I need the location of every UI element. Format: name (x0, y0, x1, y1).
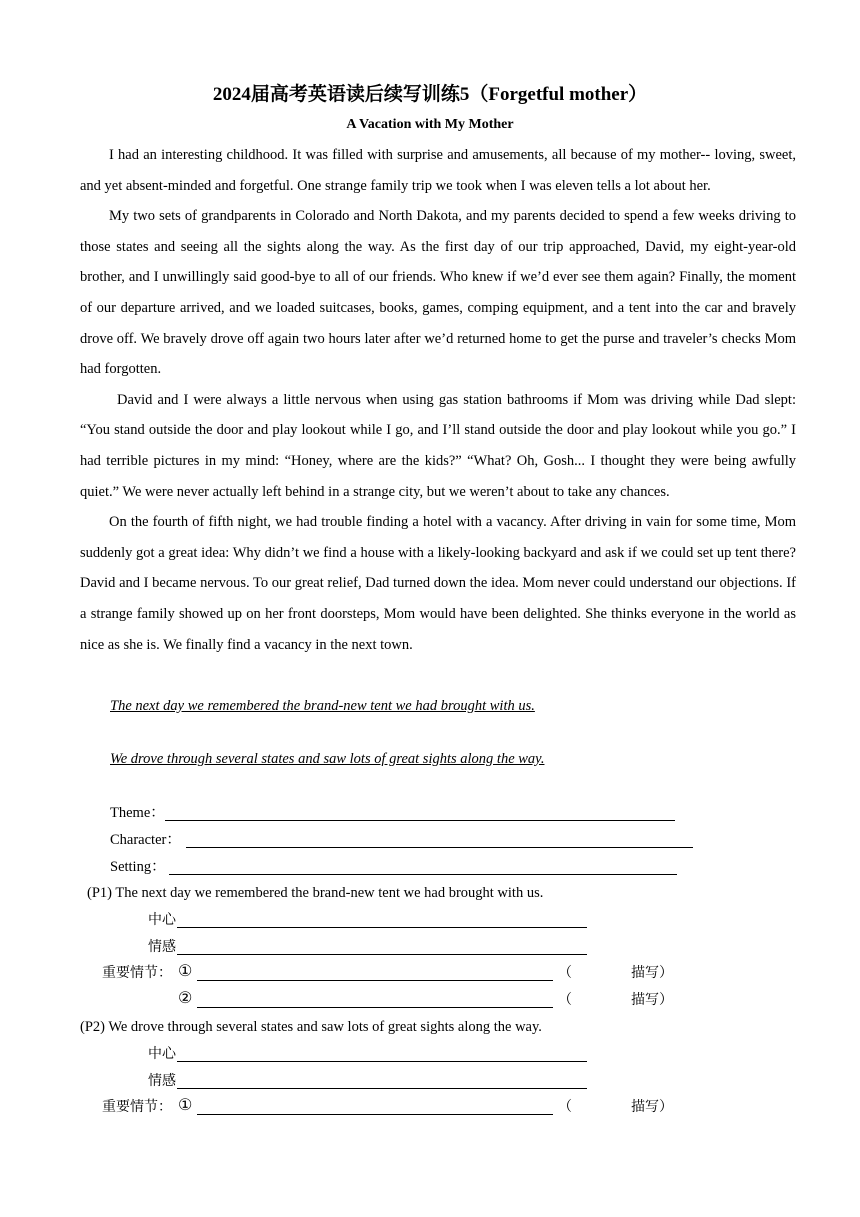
p1-plot-blank-1[interactable] (197, 980, 553, 981)
character-label: Character： (110, 832, 181, 848)
theme-label: Theme： (110, 805, 165, 821)
p2-emotion-label: 情感 (148, 1073, 176, 1089)
p1-plot-desc-2: 描写） (631, 992, 673, 1008)
setting-label: Setting： (110, 859, 166, 875)
p1-plot-paren-1: （ (558, 965, 572, 981)
passage-title: A Vacation with My Mother (346, 117, 514, 132)
p1-plot-mark-1: ① (178, 963, 193, 980)
p2-plot-label: 重要情节： (102, 1099, 172, 1115)
continuation-cue-2: We drove through several states and saw lots of great sights along the way. (110, 751, 545, 767)
p2-heading: (P2) We drove through several states and saw lots of great sights along the way. (80, 1019, 542, 1035)
p1-emotion-blank[interactable] (177, 954, 587, 955)
p2-center-label: 中心 (148, 1046, 176, 1062)
p1-center-label: 中心 (148, 912, 176, 928)
paragraph-1: I had an interesting childhood. It was filled with surprise and amusements, all because of my mother-- loving, sweet, and yet absent-minded and forgetful. One strange family trip we took when I was eleven tells a lot about her. (80, 147, 796, 194)
paragraph-2: My two sets of grandparents in Colorado and North Dakota, and my parents decided to spend a few weeks driving to those states and seeing all the sights along the way. As the first day of our trip approached, David, my eight-year-old brother, and I unwillingly said good-bye to all of our friends. Who knew if we’d ever see them again? Finally, the moment of our departure arrived, and we loaded suitcases, books, games, comping equipment, and a tent into the car and bravely drove off. We bravely drove off again two hours later after we’d returned home to get the purse and traveler’s checks Mom had forgotten. (80, 208, 796, 378)
paragraph-3: David and I were always a little nervous when using gas station bathrooms if Mom was driving while Dad slept: “You stand outside the door and play lookout while I go, and I’ll stand outside the door and play lookout while you go.” I had terrible pictures in my mind: “Honey, where are the kids?” “What? Oh, Gosh... I thought they were being awfully quiet.” We were never actually left behind in a strange city, but we weren’t about to take any chances. (80, 391, 796, 500)
p1-plot-blank-2[interactable] (197, 1007, 553, 1008)
p1-plot-paren-2: （ (558, 992, 572, 1008)
p2-center-blank[interactable] (177, 1061, 587, 1062)
p2-plot-mark-1: ① (178, 1097, 193, 1114)
character-blank[interactable] (186, 847, 693, 848)
setting-blank[interactable] (169, 874, 677, 875)
p1-plot-desc-1: 描写） (631, 965, 673, 981)
p1-heading: (P1) The next day we remembered the brand-new tent we had brought with us. (87, 885, 544, 901)
p2-plot-desc-1: 描写） (631, 1099, 673, 1115)
p2-plot-paren-1: （ (558, 1099, 572, 1115)
paragraph-4: On the fourth of fifth night, we had trouble finding a hotel with a vacancy. After driving in vain for some time, Mom suddenly got a great idea: Why didn’t we find a house with a likely-looking backyard and ask if we could set up tent there? David and I became nervous. To our great relief, Dad turned down the idea. Mom never could understand our objections. If a strange family showed up on her front doorsteps, Mom would have been delighted. She thinks everyone in the world as nice as she is. We finally find a vacancy in the next town. (80, 514, 796, 653)
theme-blank[interactable] (165, 820, 675, 821)
p2-plot-blank-1[interactable] (197, 1114, 553, 1115)
p1-plot-label: 重要情节： (102, 965, 172, 981)
p2-emotion-blank[interactable] (177, 1088, 587, 1089)
p1-plot-mark-2: ② (178, 990, 193, 1007)
passage-body (80, 140, 796, 660)
continuation-cue-1: The next day we remembered the brand-new tent we had brought with us. (110, 698, 535, 714)
p1-emotion-label: 情感 (148, 939, 176, 955)
page-title: 2024届高考英语读后续写训练5（Forgetful mother） (212, 84, 648, 105)
p1-center-blank[interactable] (177, 927, 587, 928)
